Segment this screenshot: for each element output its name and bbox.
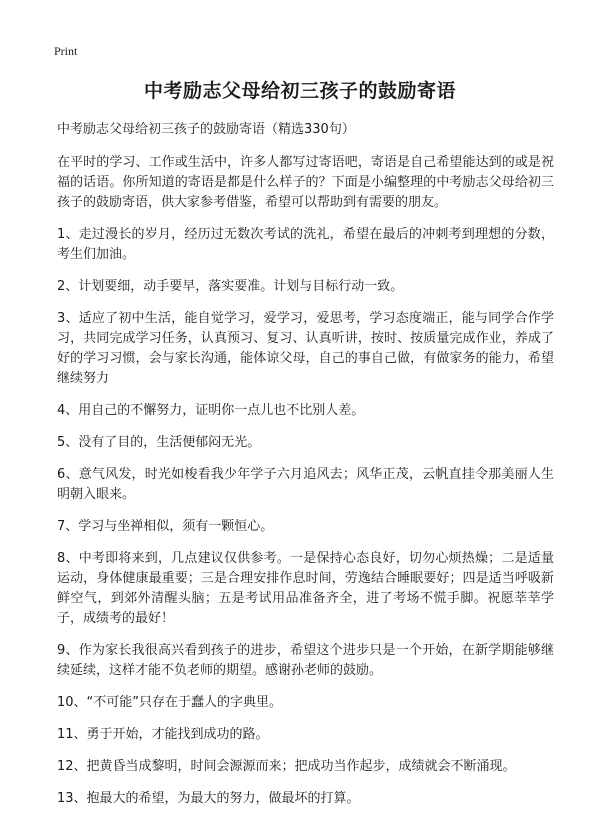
list-item: 7、学习与坐禅相似，须有一颗恒心。: [57, 519, 274, 534]
list-item: 8、中考即将来到，几点建议仅供参考。一是保持心态良好，切勿心烦热燥；二是适量运动，身体健康最重要；三是合理安排作息时间，劳逸结合睡眠要好；四是适当呼吸新鲜空气，到郊外清醒头脑；五是考试用品准备齐全，进了考场不慌手脚。祝愿莘莘学子，成绩考的最好！: [57, 551, 554, 626]
list-item: 5、没有了目的，生活便郁闷无光。: [57, 435, 261, 450]
article-body: [57, 121, 554, 821]
list-item: 13、抱最大的希望，为最大的努力，做最坏的打算。: [57, 791, 360, 806]
list-item: 10、“不可能”只存在于蠢人的字典里。: [57, 695, 283, 710]
list-item: 3、适应了初中生活，能自觉学习，爱学习，爱思考，学习态度端正，能与同学合作学习，共同完成学习任务，认真预习、复习、认真听讲，按时、按质量完成作业，养成了好的学习习惯，会与家长沟通，能体谅父母，自己的事自己做，有做家务的能力，希望继续努力: [57, 311, 554, 386]
list-item: 12、把黄昏当成黎明，时间会源源而来；把成功当作起步，成绩就会不断涌现。: [57, 759, 516, 774]
list-item: 4、用自己的不懈努力，证明你一点儿也不比别人差。: [57, 403, 365, 418]
list-item: 2、计划要细，动手要早，落实要准。计划与目标行动一致。: [57, 279, 404, 294]
list-item: 6、意气风发，时光如梭看我少年学子六月追风去；风华正茂，云帆直挂令那美丽人生明朝入眼来。: [57, 467, 554, 502]
page-title: 中考励志父母给初三孩子的鼓励寄语: [143, 80, 456, 102]
list-item: 9、作为家长我很高兴看到孩子的进步，希望这个进步只是一个开始，在新学期能够继续延续，这样才能不负老师的期望。感谢孙老师的鼓励。: [57, 643, 554, 678]
intro-paragraph: 在平时的学习、工作或生活中，许多人都写过寄语吧，寄语是自己希望能达到的或是祝福的话语。你所知道的寄语是都是什么样子的？下面是小编整理的中考励志父母给初三孩子的鼓励寄语，供大家参考借鉴，希望可以帮助到有需要的朋友。: [57, 155, 554, 210]
article-subtitle: 中考励志父母给初三孩子的鼓励寄语（精选330句）: [57, 122, 355, 137]
print-link[interactable]: Print: [54, 44, 78, 58]
list-item: 1、走过漫长的岁月，经历过无数次考试的洗礼，希望在最后的冲刺考到理想的分数，考生们加油。: [57, 227, 554, 262]
list-item: 11、勇于开始，才能找到成功的路。: [57, 727, 269, 742]
